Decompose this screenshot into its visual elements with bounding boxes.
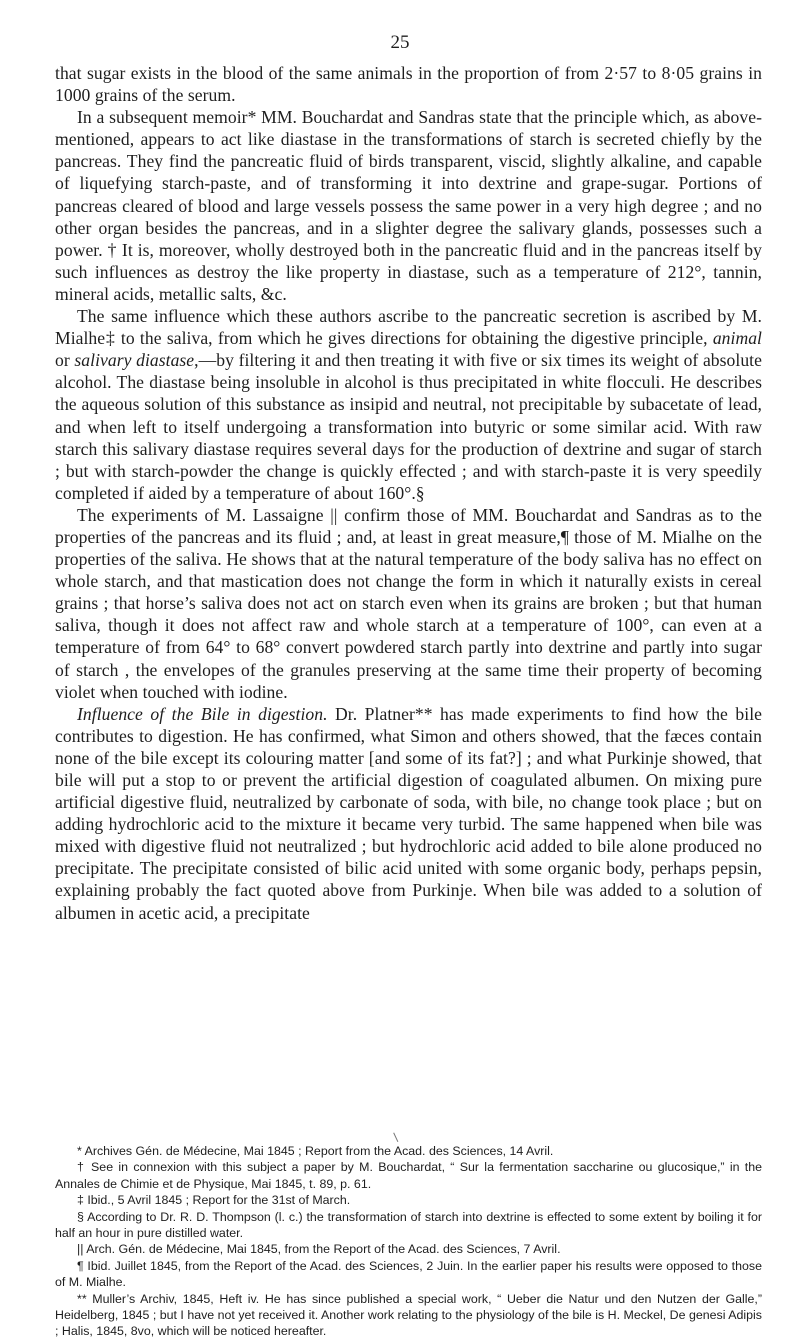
footnote: § According to Dr. R. D. Thompson (l. c.) the transformation of starch into dextrine is effected to some extent by boiling it for half an hour in pure distilled water. <box>55 1209 762 1241</box>
text-run: In a subsequent memoir* MM. Bouchardat and Sandras state that the principle which, as above-mentioned, appears to act like diastase in the transformations of starch is secreted chiefly by the pancreas. They find the pancreatic fluid of birds transparent, viscid, slightly alkaline, and capable of liquefying starch-paste, and of transforming it into dextrine and grape-sugar. Portions of pancreas cleared of blood and large vessels possess the same power in a very high degree ; and no other organ besides the pancreas, and in a slighter degree the salivary glands, possesses such a power. † It is, moreover, wholly destroyed both in the pancreatic fluid and in the pancreas itself by such influences as destroy the like property in diastase, such as a temperature of 212°, tannin, mineral acids, metallic salts, &c. <box>55 107 762 304</box>
footnotes <box>55 1143 762 1340</box>
footnote: ** Muller’s Archiv, 1845, Heft iv. He has since published a special work, “ Ueber die Natur und den Nutzen der Galle,” Heidelberg, 1845 ; but I have not yet received it. Another work relating to the physiology of the bile is H. Meckel, De genesi Adipis ; Halis, 1845, 8vo, which will be noticed hereafter. <box>55 1291 762 1339</box>
footnote-separator-mark <box>393 1130 404 1142</box>
italic-text: salivary diastase <box>74 350 195 371</box>
text-run: ,—by filtering it and then treating it with five or six times its weight of absolute alcohol. The diastase being insoluble in alcohol is thus precipitated in white flocculi. He describes the aqueous solution of this substance as insipid and neutral, not precipitable by subacetate of lead, and when left to itself undergoing a transformation into butyric or some similar acid. With raw starch this salivary diastase requires several days for the production of dextrine and sugar of starch ; but with starch-powder the change is quickly effected ; and with starch-paste it is very speedily completed if aided by a temperature of about 160°.§ <box>55 350 762 503</box>
footnote: † See in connexion with this subject a paper by M. Bouchardat, “ Sur la fermentation saccharine ou glucosique,” in the Annales de Chimie et de Physique, Mai 1845, t. 89, p. 61. <box>55 1160 762 1191</box>
footnote: ‡ Ibid., 5 Avril 1845 ; Report for the 31st of March. <box>77 1193 351 1208</box>
footnote: ¶ Ibid. Juillet 1845, from the Report of the Acad. des Sciences, 2 Juin. In the earlier paper his results were opposed to those of M. Mialhe. <box>55 1258 762 1290</box>
body-paragraph <box>55 106 762 305</box>
body-paragraph <box>55 305 762 504</box>
italic-text: animal <box>712 328 762 349</box>
body-paragraph <box>55 703 762 924</box>
text-run: Dr. Platner** has made experiments to find how the bile contributes to digestion. He has confirmed, what Simon and others showed, that the fæces contain none of the bile except its colouring matter [and some of its fat?] ; and what Purkinje showed, that bile will put a stop to or prevent the artificial digestion of coagulated albumen. On mixing pure artificial digestive fluid, neutralized by carbonate of soda, with bile, no change took place ; but on adding hydrochloric acid to the mixture it became very turbid. The same happened when bile was mixed with digestive fluid not neutralized ; but hydrochloric acid added to bile alone produced no precipitate. The precipitate consisted of bilic acid united with some organic body, perhaps pepsin, explaining probably the fact quoted above from Purkinje. When bile was added to a solution of albumen in acetic acid, a precipitate <box>55 703 762 923</box>
footnote: || Arch. Gén. de Médecine, Mai 1845, from the Report of the Acad. des Sciences, 7 Avril. <box>77 1242 561 1257</box>
text-run: or <box>55 350 75 371</box>
body-paragraph <box>55 62 762 106</box>
text-run: The same influence which these authors ascribe to the pancreatic secretion is ascribed by M. Mialhe‡ to the saliva, from which he gives directions for obtaining the digestive principle, <box>55 306 762 349</box>
italic-text: Influence of the Bile in digestion. <box>77 703 328 724</box>
footnote: * Archives Gén. de Médecine, Mai 1845 ; Report from the Acad. des Sciences, 14 Avril. <box>77 1144 554 1158</box>
body-paragraph <box>55 504 762 703</box>
text-run: that sugar exists in the blood of the same animals in the proportion of from 2·57 to 8·05 grains in 1000 grains of the serum. <box>55 63 762 106</box>
page-number: 25 <box>390 32 410 53</box>
text-run: The experiments of M. Lassaigne || confirm those of MM. Bouchardat and Sandras as to the properties of the pancreas and its fluid ; and, at least in great measure,¶ those of M. Mialhe on the properties of the saliva. He shows that at the natural temperature of the body saliva has no effect on whole starch, and that mastication does not change the form in which it naturally exists in cereal grains ; that horse’s saliva does not act on starch even when its grains are broken ; but that human saliva, though it does not affect raw and whole starch at a temperature of 100°, can even at a temperature of from 64° to 68° convert powdered starch partly into dextrine and partly into sugar of starch , the envelopes of the granules preserving at the same time their property of becoming violet when touched with iodine. <box>55 504 762 702</box>
body-text <box>55 62 762 924</box>
